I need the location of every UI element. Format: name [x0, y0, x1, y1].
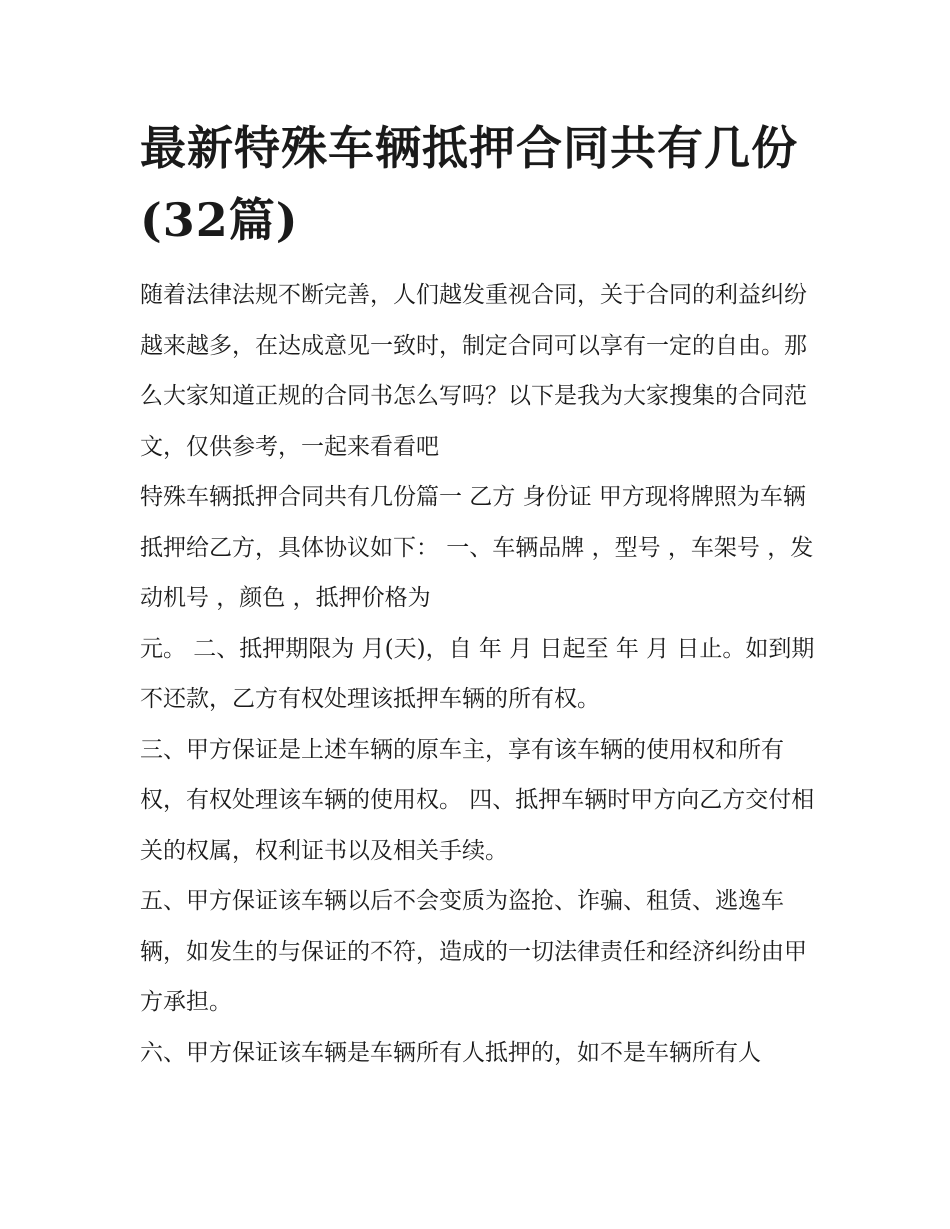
paragraph-article-6: 六、甲方保证该车辆是车辆所有人抵押的，如不是车辆所有人	[140, 1039, 761, 1066]
paragraph-article-1: 特殊车辆抵押合同共有几份篇一 乙方 身份证 甲方现将牌照为车辆抵押给乙方，具体协议如下： 一、车辆品牌 ，型号 ，车架号 ，发动机号 ，颜色 ，抵押价格为	[140, 484, 814, 611]
paragraph-article-3: 三、甲方保证是上述车辆的原车主，享有该车辆的使用权和所有权，有权处理该车辆的使用权。 四、抵押车辆时甲方向乙方交付相关的权属，权利证书以及相关手续。	[140, 736, 815, 864]
document-body	[140, 112, 820, 1078]
paragraph-article-2: 元。 二、抵押期限为 月(天)，自 年 月 日起至 年 月 日止。如到期不还款，乙方有权处理该抵押车辆的所有权。	[140, 635, 815, 712]
document-title: 最新特殊车辆抵押合同共有几份(32篇)	[140, 121, 798, 247]
paragraph-article-5: 五、甲方保证该车辆以后不会变质为盗抢、诈骗、租赁、逃逸车辆，如发生的与保证的不符，造成的一切法律责任和经济纠纷由甲方承担。	[140, 888, 807, 1015]
paragraph-intro: 随着法律法规不断完善，人们越发重视合同，关于合同的利益纠纷越来越多，在达成意见一致时，制定合同可以享有一定的自由。那么大家知道正规的合同书怎么写吗？以下是我为大家搜集的合同范文，仅供参考，一起来看看吧	[140, 282, 807, 460]
